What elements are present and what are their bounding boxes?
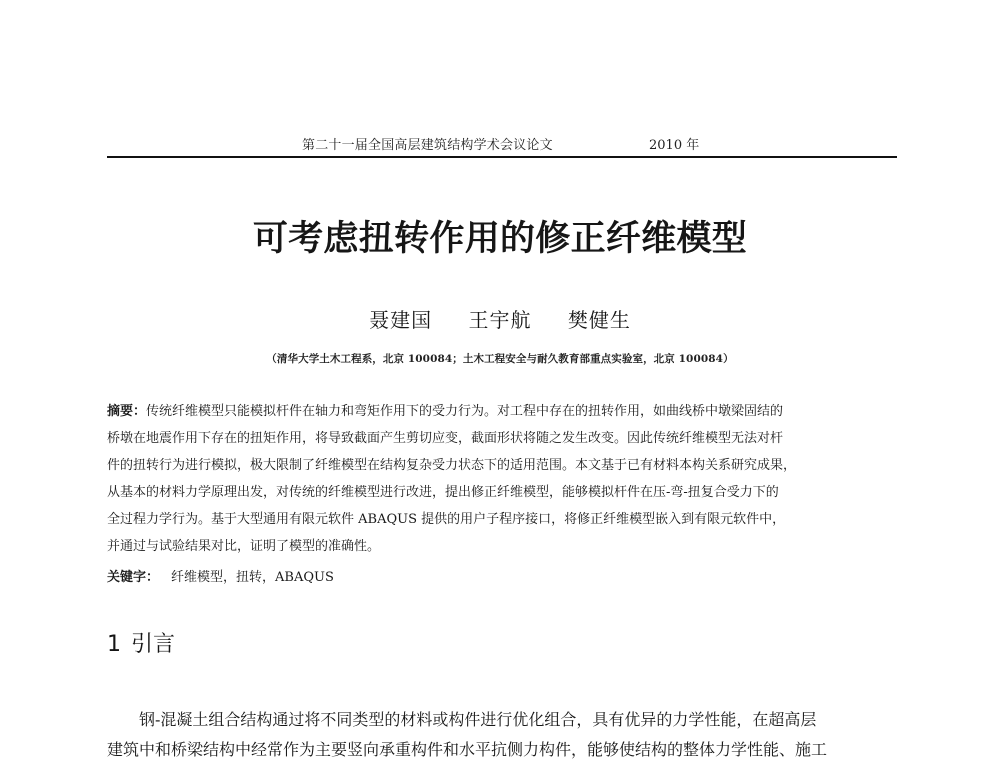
abstract [107, 398, 899, 560]
abstract-line [107, 398, 899, 425]
abstract-text: 传统纤维模型只能模拟杆件在轴力和弯矩作用下的受力行为。对工程中存在的扭转作用，如曲线桥中墩梁固结的 [146, 404, 784, 419]
conference-year: 2010 年 [649, 138, 700, 153]
keywords-value: 纤维模型，扭转，ABAQUS [171, 570, 334, 585]
keywords [107, 568, 899, 588]
paper-title: 可考虑扭转作用的修正纤维模型 [252, 219, 748, 259]
body-paragraph [107, 705, 899, 765]
abstract-label: 摘要： [107, 404, 147, 419]
abstract-line: 全过程力学行为。基于大型通用有限元软件 ABAQUS 提供的用户子程序接口，将修正纤维模型嵌入到有限元软件中， [107, 512, 786, 527]
author-name: 樊健生 [567, 308, 631, 332]
body-line: 建筑中和桥梁结构中经常作为主要竖向承重构件和水平抗侧力构件，能够使结构的整体力学性能、施工 [107, 740, 828, 759]
conference-name: 第二十一届全国高层建筑结构学术会议论文 [302, 138, 553, 153]
abstract-line: 桥墩在地震作用下存在的扭矩作用，将导致截面产生剪切应变，截面形状将随之发生改变。因此传统纤维模型无法对杆 [107, 431, 784, 446]
section-heading [107, 630, 175, 660]
body-line: 钢-混凝土组合结构通过将不同类型的材料或构件进行优化组合，具有优异的力学性能，在超高层 [139, 710, 817, 729]
keywords-label: 关键字： [107, 570, 160, 585]
author-list [0, 306, 1000, 334]
abstract-line: 件的扭转行为进行模拟，极大限制了纤维模型在结构复杂受力状态下的适用范围。本文基于已有材料本构关系研究成果， [107, 458, 797, 473]
section-title: 引言 [131, 632, 176, 657]
section-number: 1 [107, 632, 121, 657]
author-name: 王宇航 [468, 308, 532, 332]
abstract-line: 从基本的材料力学原理出发，对传统的纤维模型进行改进，提出修正纤维模型，能够模拟杆件在压-弯-扭复合受力下的 [107, 485, 779, 500]
author-affiliation: （清华大学土木工程系，北京 100084；土木工程安全与耐久教育部重点实验室，北京 100084） [266, 353, 734, 365]
header-rule [107, 156, 897, 158]
author-name: 聂建国 [369, 308, 433, 332]
abstract-line: 并通过与试验结果对比，证明了模型的准确性。 [107, 539, 381, 554]
